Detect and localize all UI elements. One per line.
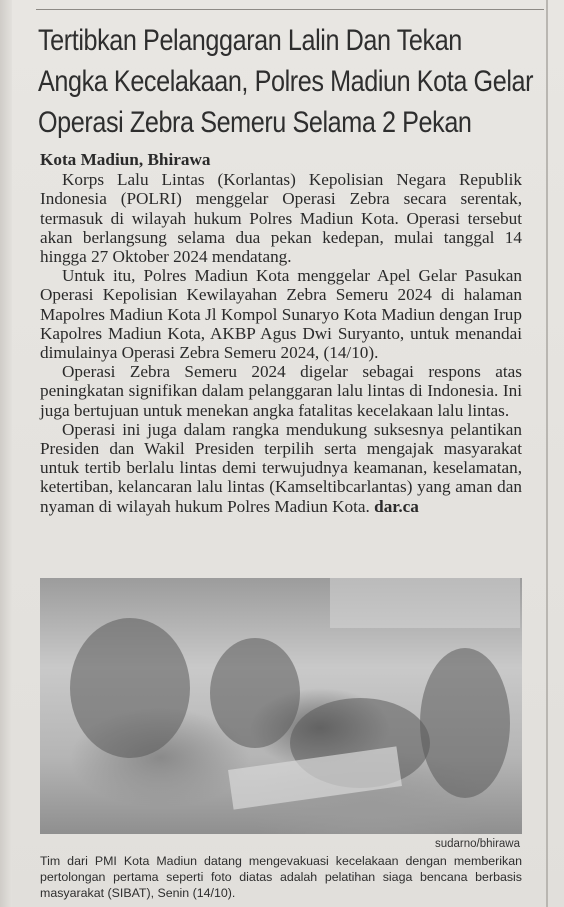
news-photo (40, 578, 522, 834)
author-signoff: dar.ca (374, 496, 419, 516)
paragraph-1: Korps Lalu Lintas (Korlantas) Kepolisian Negara Republik Indonesia (POLRI) menggelar Operasi Zebra secara serentak, termasuk di wilayah hukum Polres Madiun Kota. Operasi tersebut akan berlangsung selama dua pekan kedepan, mulai tanggal 14 hingga 27 Oktober 2024 mendatang. (40, 170, 522, 267)
paragraph-4-text: Operasi ini juga dalam rangka mendukung suksesnya pelantikan Presiden dan Wakil Presiden terpilih serta mengajak masyarakat untuk tertib berlalu lintas demi terwujudnya keamanan, keselamatan, ketertiban, kelancaran lalu lintas (Kamseltibcarlantas) yang aman dan nyaman di wilayah hukum Polres Madiun Kota. (40, 419, 522, 516)
photo-credit: sudarno/bhirawa (434, 838, 520, 850)
page-edge (0, 0, 12, 907)
article-body (40, 150, 522, 516)
top-rule (36, 9, 544, 10)
photo-caption: Tim dari PMI Kota Madiun datang mengevakuasi kecelakaan dengan memberikan pertolongan pertama seperti foto diatas adalah pelatihan siaga bencana berbasis masyarakat (SIBAT), Senin (14/10). (40, 854, 522, 900)
article-headline: Tertibkan Pelanggaran Lalin Dan Tekan Angka Kecelakaan, Polres Madiun Kota Gelar Operasi Zebra Semeru Selama 2 Pekan (38, 24, 534, 139)
dateline: Kota Madiun, Bhirawa (40, 150, 211, 169)
column-rule (546, 0, 548, 907)
paragraph-4 (40, 420, 522, 516)
paragraph-2: Untuk itu, Polres Madiun Kota menggelar Apel Gelar Pasukan Operasi Kepolisian Kewilayahan Zebra Semeru 2024 di halaman Mapolres Madiun Kota Jl Kompol Sunaryo Kota Madiun dengan Irup Kapolres Madiun Kota, AKBP Agus Dwi Suryanto, untuk menandai dimulainya Operasi Zebra Semeru 2024, (14/10). (40, 266, 522, 363)
paragraph-3: Operasi Zebra Semeru 2024 digelar sebagai respons atas peningkatan signifikan dalam pelanggaran lalu lintas di Indonesia. Ini juga bertujuan untuk menekan angka fatalitas kecelakaan lalu lintas. (40, 362, 522, 420)
